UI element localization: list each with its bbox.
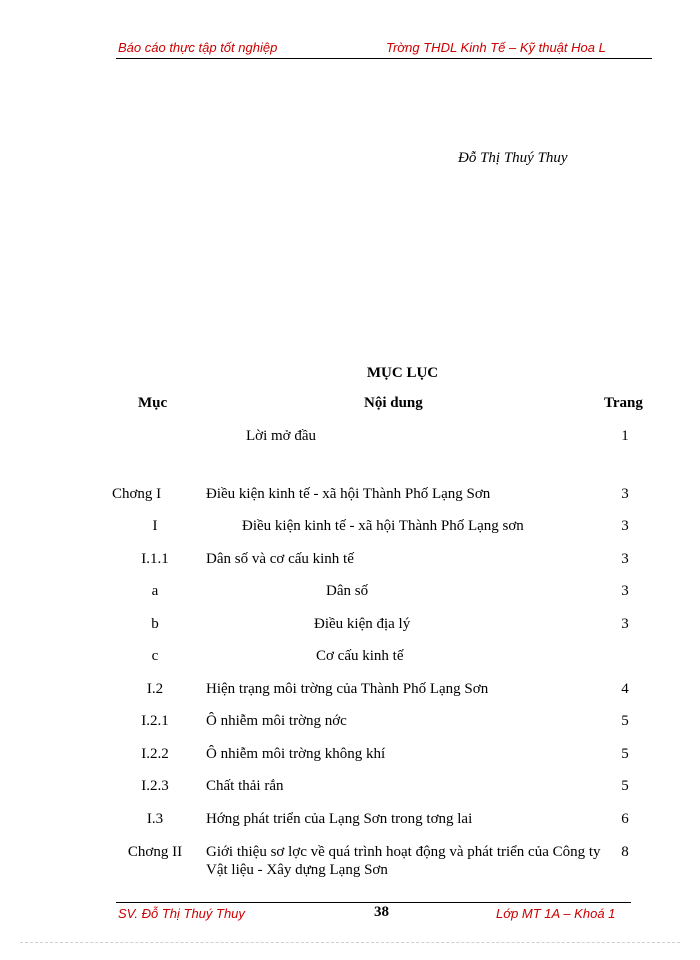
toc-title: MỤC LỤC (366, 365, 439, 381)
toc-row-section: I.3 (146, 811, 164, 827)
page-edge-divider (20, 942, 680, 943)
footer-divider (116, 902, 631, 903)
footer-class-name: Lớp MT 1A – Khoá 1 (496, 906, 616, 921)
toc-row-page: 3 (621, 616, 629, 632)
toc-row (0, 681, 700, 703)
toc-row-page: 5 (621, 778, 629, 794)
footer-page-number: 38 (374, 904, 389, 920)
toc-row-title: Điều kiện kinh tế - xã hội Thành Phố Lạng Sơn (206, 486, 491, 502)
toc-row-title: Điều kiện địa lý (314, 616, 411, 632)
toc-column-muc: Mục (138, 395, 168, 411)
toc-row-title: Ô nhiễm môi trờng không khí (206, 746, 386, 762)
toc-row-section: Chơng I (112, 486, 162, 502)
toc-row (0, 428, 700, 450)
toc-row-page: 3 (621, 583, 629, 599)
toc-row-page: 4 (621, 681, 629, 697)
toc-row-section: Chơng II (127, 844, 183, 860)
toc-row-section: b (151, 616, 159, 632)
toc-row-section: I (152, 518, 158, 534)
toc-row-page: 5 (621, 746, 629, 762)
toc-row (0, 746, 700, 768)
toc-row (0, 551, 700, 573)
toc-row-title: Cơ cấu kinh tế (316, 648, 404, 664)
toc-row (0, 811, 700, 833)
toc-row-title: Điều kiện kinh tế - xã hội Thành Phố Lạng sơn (242, 518, 524, 534)
toc-row-title: Hiện trạng môi trờng của Thành Phố Lạng Sơn (206, 681, 489, 697)
toc-row-page: 6 (621, 811, 629, 827)
header-right-text: Trờng THDL Kinh Tế – Kỹ thuật Hoa L (386, 40, 606, 55)
toc-row (0, 713, 700, 735)
toc-row-title: Dân số (326, 583, 369, 599)
footer-student-name: SV. Đỗ Thị Thuý Thuy (118, 906, 245, 921)
toc-row-page: 3 (621, 518, 629, 534)
toc-column-trang: Trang (604, 395, 643, 411)
toc-row (0, 778, 700, 800)
toc-row-section: I.2.3 (141, 778, 169, 794)
toc-row-section: I.2 (146, 681, 164, 697)
toc-row-title: Hớng phát triển của Lạng Sơn trong tơng lai (206, 811, 473, 827)
toc-column-noidung: Nội dung (364, 395, 423, 411)
toc-row-section: I.1.1 (141, 551, 169, 567)
author-name: Đỗ Thị Thuý Thuy (458, 150, 568, 166)
header-divider (116, 58, 652, 59)
toc-row-page: 5 (621, 713, 629, 729)
toc-row-title: Lời mở đầu (246, 428, 317, 444)
toc-row-page: 3 (621, 551, 629, 567)
toc-row (0, 844, 700, 878)
toc-row (0, 583, 700, 605)
toc-row-page: 3 (621, 486, 629, 502)
toc-row-section: c (151, 648, 159, 664)
toc-row-section: a (151, 583, 159, 599)
toc-row-title: Giới thiệu sơ lợc về quá trình hoạt động và phát triển của Công ty Vật liệu - Xây dựng Lạng Sơn (206, 844, 601, 878)
toc-row-page: 1 (621, 428, 629, 444)
toc-row (0, 486, 700, 508)
toc-row-section: I.2.1 (141, 713, 169, 729)
toc-row-section: I.2.2 (141, 746, 169, 762)
toc-row-title: Dân số và cơ cấu kinh tế (206, 551, 354, 567)
toc-row-page: 8 (621, 844, 629, 860)
toc-row-title: Ô nhiễm môi trờng nớc (206, 713, 347, 729)
toc-row (0, 648, 700, 670)
toc-row-title: Chất thải rắn (206, 778, 284, 794)
header-left-text: Báo cáo thực tập tốt nghiệp (118, 40, 278, 55)
toc-row (0, 616, 700, 638)
toc-row (0, 518, 700, 540)
